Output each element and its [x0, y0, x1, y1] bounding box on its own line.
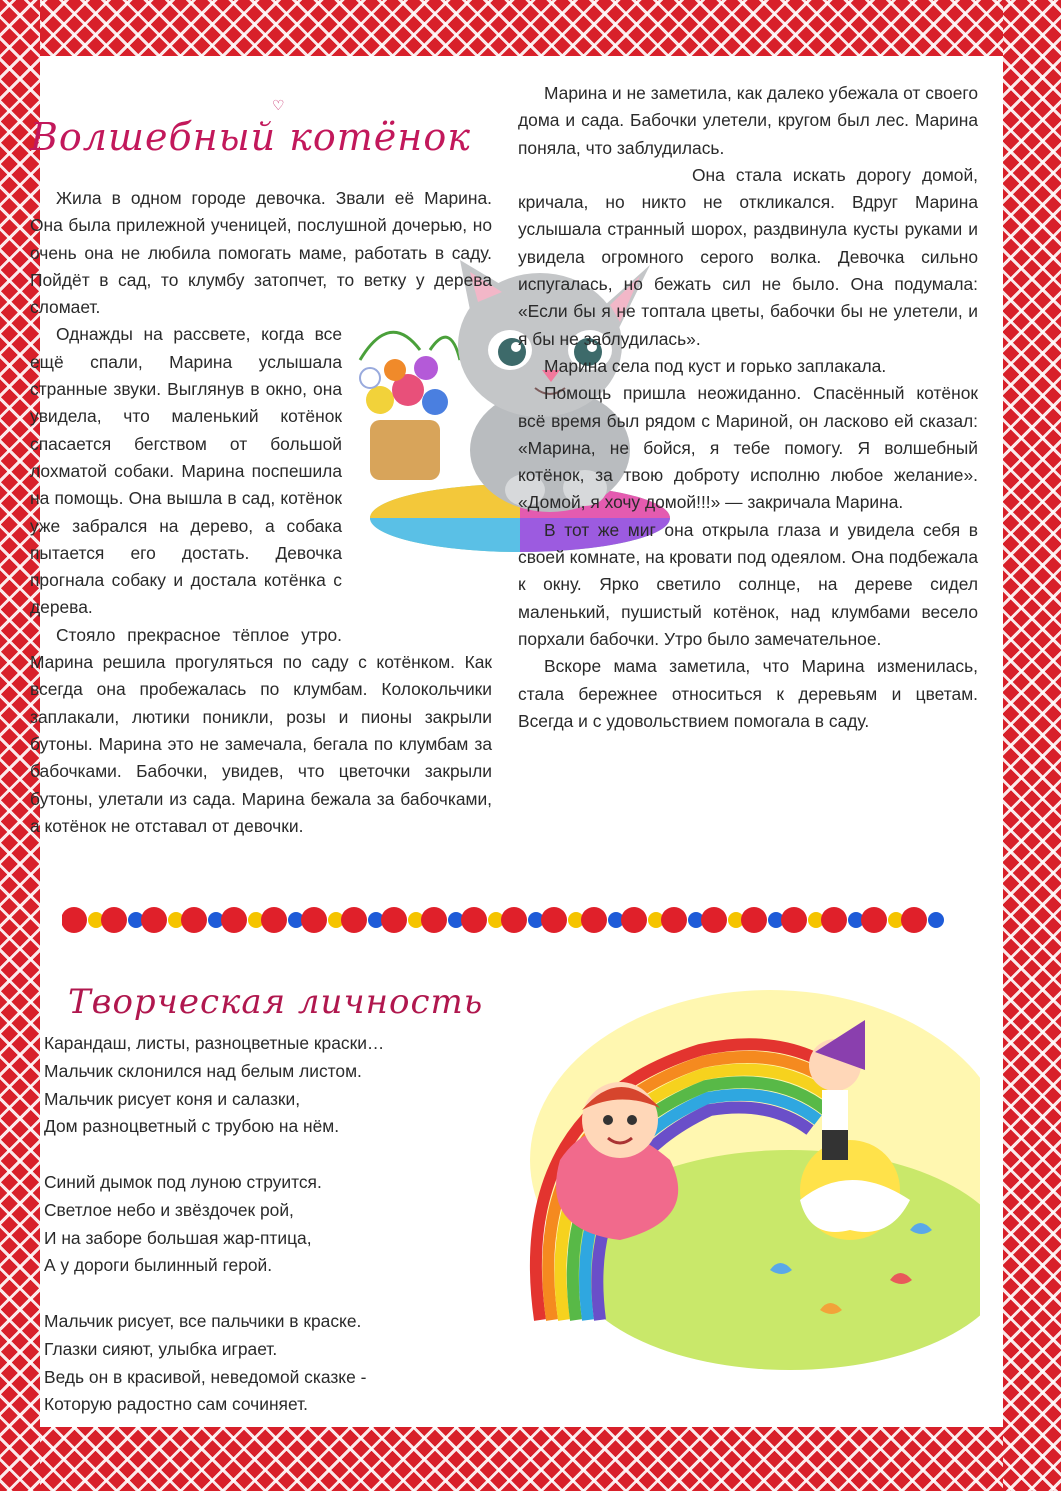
- poem-line: Которую радостно сам сочиняет.: [44, 1394, 308, 1415]
- poem-line: Ведь он в красивой, неведомой сказке -: [44, 1366, 367, 1387]
- poem: [44, 1030, 474, 1447]
- bead: [261, 907, 287, 933]
- bead: [621, 907, 647, 933]
- bead: [821, 907, 847, 933]
- bead: [541, 907, 567, 933]
- poem-line: И на заборе большая жар-птица,: [44, 1227, 312, 1248]
- heart-icon: ♡: [272, 99, 285, 114]
- story1-paragraph: Однажды на рассвете, когда все ещё спали, Марина услышала странные звуки. Выглянув в окно, она увидела, что маленький котёнок спасается бегством от большой лохматой собаки. Марина поспешила на помощь. Она вышла в сад, котёнок уже забрался на дерево, а собака пытается его достать. Девочка прогнала собаку и достала котёнка с дерева.: [30, 324, 342, 618]
- poem-line: Дом разноцветный с трубою на нём.: [44, 1116, 340, 1137]
- bead: [381, 907, 407, 933]
- bead: [421, 907, 447, 933]
- story1-paragraph: Марина и не заметила, как далеко убежала от своего дома и сада. Бабочки улетели, кругом был лес. Марина поняла, что заблудилась.: [518, 83, 978, 158]
- poem-line: Светлое небо и звёздочек рой,: [44, 1199, 294, 1220]
- bead: [661, 907, 687, 933]
- bead: [861, 907, 887, 933]
- bead: [781, 907, 807, 933]
- story1-paragraph: Вскоре мама заметила, что Марина изменилась, стала бережнее относиться к деревьям и цветам. Всегда и с удовольствием помогала в саду.: [518, 656, 978, 731]
- bead: [581, 907, 607, 933]
- poem-line: А у дороги былинный герой.: [44, 1255, 273, 1276]
- poem-stanza: [44, 1169, 474, 1280]
- poem-line: Карандаш, листы, разноцветные краски…: [44, 1033, 385, 1053]
- story2-title: Творческая личность: [68, 982, 484, 1022]
- bead: [62, 907, 87, 933]
- ornament-border-right: [1003, 0, 1061, 1491]
- story1-paragraph: Стояло прекрасное тёплое утро. Марина решила прогуляться по саду с котёнком. Как всегда она пробежалась по клумбам. Колокольчики заплакали, лютики поникли, розы и пионы закрыли бутоны. Марина это не замечала, бегала по клумбам за бабочками. Бабочки, увидев, что цветочки закрыли бутоны, улетали из сада. Марина бежала за бабочками, а котёнок не отставал от девочки.: [30, 624, 492, 836]
- story1-right-column: [518, 80, 978, 735]
- story1-paragraph: Жила в одном городе девочка. Звали её Марина. Она была прилежной ученицей, послушной дочерью, но очень она не любила помогать маме, работать в саду. Пойдёт в сад, то клумбу затопчет, то ветку у дерева сломает.: [30, 188, 492, 318]
- story1-paragraph: Марина села под куст и горько заплакала.: [544, 355, 887, 376]
- bead: [741, 907, 767, 933]
- bead: [101, 907, 127, 933]
- bead: [181, 907, 207, 933]
- poem-line: Синий дымок под луною струится.: [44, 1171, 322, 1192]
- bead: [901, 907, 927, 933]
- bead: [928, 912, 944, 928]
- rainbow-children-illustration: [470, 990, 980, 1390]
- ornament-border-top: [0, 0, 1061, 56]
- poem-stanza: [44, 1030, 474, 1141]
- story1-paragraph: Помощь пришла неожиданно. Спасённый котёнок всё время был рядом с Мариной, он ласково ей сказал: «Марина, не бойся, я тебе помогу. Я волшебный котёнок, за твою доброту исполню любое желание». «Домой, я хочу домой!!!» — закричала Марина.: [518, 383, 978, 513]
- bead: [701, 907, 727, 933]
- bead: [221, 907, 247, 933]
- bead: [301, 907, 327, 933]
- poem-line: Мальчик склонился над белым листом.: [44, 1060, 362, 1081]
- poem-line: Мальчик рисует коня и салазки,: [44, 1088, 301, 1109]
- bead: [461, 907, 487, 933]
- poem-stanza: [44, 1308, 474, 1419]
- bead: [341, 907, 367, 933]
- bead: [141, 907, 167, 933]
- poem-line: Мальчик рисует, все пальчики в краске.: [44, 1310, 362, 1331]
- story1-left-column: [30, 185, 492, 840]
- bead: [501, 907, 527, 933]
- bead-divider: [62, 906, 962, 934]
- story1-title: Волшебный котёнок: [30, 115, 471, 159]
- poem-line: Глазки сияют, улыбка играет.: [44, 1338, 278, 1359]
- story1-paragraph: В тот же миг она открыла глаза и увидела себя в своей комнате, на кровати под одеялом. Она подбежала к окну. Ярко светило солнце, на дереве сидел маленький, пушистый котёнок, над клумбами весело порхали бабочки. Утро было замечательное.: [518, 519, 978, 649]
- story1-paragraph: Она стала искать дорогу домой, кричала, но никто не откликался. Вдруг Марина услышала странный шорох, раздвинула кусты руками и увидела огромного серого волка. Девочка сильно испугалась, но бежать сил не было. Она подумала: «Если бы я не топтала цветы, бабочки бы не улетели, и я бы не заблудилась».: [518, 164, 978, 349]
